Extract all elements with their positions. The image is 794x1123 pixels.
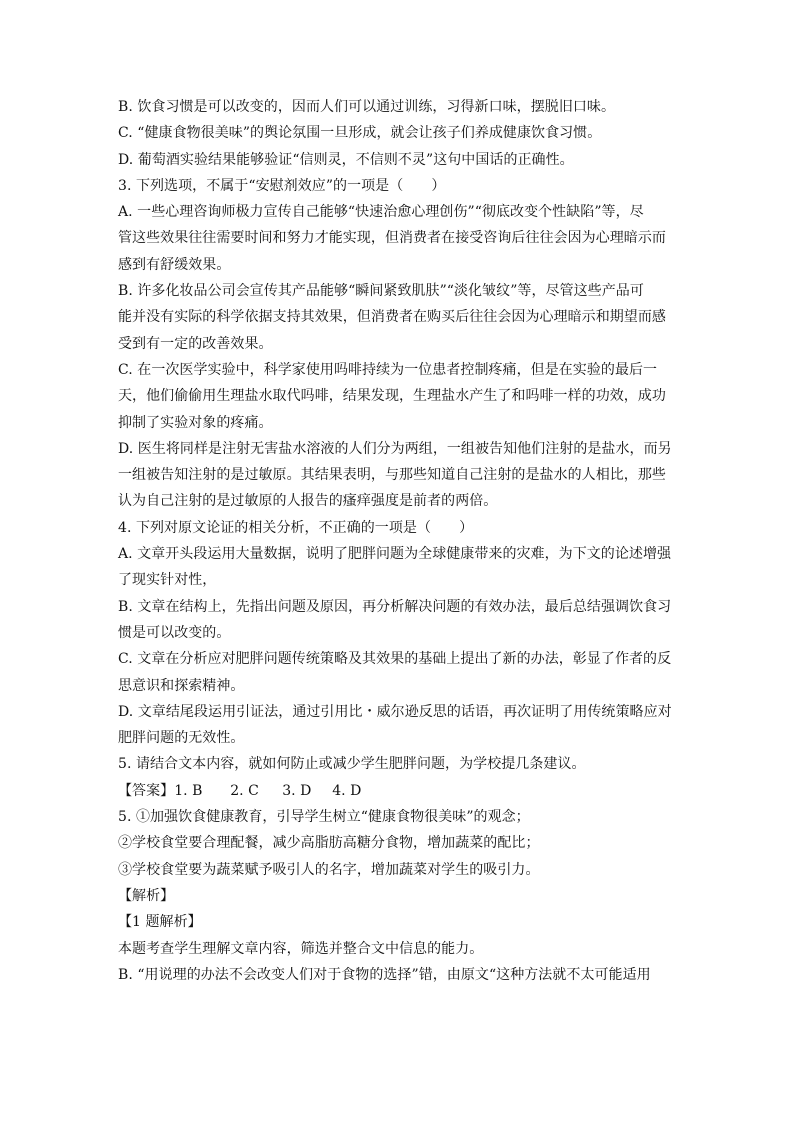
q5-stem: 5. 请结合文本内容，就如何防止或减少学生肥胖问题，为学校提几条建议。 bbox=[118, 756, 586, 773]
q4-option-a bbox=[118, 541, 678, 594]
q4-option-c-line: C. 文章在分析应对肥胖问题传统策略及其效果的基础上提出了新的办法，彰显了作者的反 bbox=[118, 651, 672, 668]
answer-q5-point: 5. ①加强饮食健康教育，引导学生树立“健康食物很美味”的观念； bbox=[118, 809, 530, 826]
analysis-text: B. “用说理的办法不会改变人们对于食物的选择”错，由原文“这种方法就不太可能适用 bbox=[118, 966, 651, 983]
q4-option-b-line: 惯是可以改变的。 bbox=[118, 624, 231, 641]
q3-option-d-line: 一组被告知注射的是过敏原。其结果表明，与那些知道自己注射的是盐水的人相比，那些 bbox=[118, 467, 666, 484]
q4-stem: 4. 下列对原文论证的相关分析，不正确的一项是（ ） bbox=[118, 519, 474, 536]
analysis-label: 【解析】 bbox=[118, 887, 175, 904]
answer-line bbox=[118, 778, 678, 804]
q3-option-b-line: B. 许多化妆品公司会宣传其产品能够“瞬间紧致肌肤”“淡化皱纹”等，尽管这些产品可 bbox=[118, 283, 644, 300]
q3-option-a-line: 感到有舒缓效果。 bbox=[118, 256, 231, 273]
q3-option-c-line: 抑制了实验对象的疼痛。 bbox=[118, 414, 273, 431]
q3-option-b-line: 受到有一定的改善效果。 bbox=[118, 335, 273, 352]
q4-option-c bbox=[118, 646, 678, 699]
q3-option-c bbox=[118, 357, 678, 436]
answer-q5-point: ②学校食堂要合理配餐，减少高脂肪高糖分食物，增加蔬菜的配比； bbox=[118, 835, 540, 852]
analysis-sub-label: 【1 题解析】 bbox=[118, 914, 202, 931]
q4-option-a-line: 了现实针对性， bbox=[118, 572, 217, 589]
q3-option-b-line: 能并没有实际的科学依据支持其效果，但消费者在购买后往往会因为心理暗示和期望而感 bbox=[118, 309, 666, 326]
answer-q5-point: ③学校食堂要为蔬菜赋予吸引人的名字，增加蔬菜对学生的吸引力。 bbox=[118, 861, 540, 878]
q3-option-a-line: A. 一些心理咨询师极力宣传自己能够“快速治愈心理创伤”“彻底改变个性缺陷”等，尽 bbox=[118, 204, 644, 221]
q3-option-b bbox=[118, 278, 678, 357]
q4-option-d bbox=[118, 699, 678, 752]
q3-option-d-line: D. 医生将同样是注射无害盐水溶液的人们分为两组，一组被告知他们注射的是盐水，而另 bbox=[118, 440, 672, 457]
answer-item: 3. D bbox=[282, 782, 312, 799]
q2-option-d: D. 葡萄酒实验结果能够验证“信则灵，不信则不灵”这句中国话的正确性。 bbox=[118, 151, 574, 168]
analysis-text: 本题考查学生理解文章内容，筛选并整合文中信息的能力。 bbox=[118, 940, 484, 957]
q3-option-c-line: 天，他们偷偷用生理盐水取代吗啡，结果发现，生理盐水产生了和吗啡一样的功效，成功 bbox=[118, 388, 666, 405]
q3-option-a-line: 管这些效果往往需要时间和努力才能实现，但消费者在接受咨询后往往会因为心理暗示而 bbox=[118, 230, 666, 247]
q2-option-b: B. 饮食习惯是可以改变的，因而人们可以通过训练，习得新口味，摆脱旧口味。 bbox=[118, 99, 616, 115]
answer-item: 2. C bbox=[230, 782, 259, 799]
answer-item: 4. D bbox=[332, 782, 362, 799]
q4-option-c-line: 思意识和探索精神。 bbox=[118, 677, 245, 694]
q3-stem: 3. 下列选项，不属于“安慰剂效应”的一项是（ ） bbox=[118, 177, 446, 194]
q4-option-d-line: 肥胖问题的无效性。 bbox=[118, 730, 245, 747]
q4-option-b bbox=[118, 594, 678, 647]
q3-option-d bbox=[118, 436, 678, 515]
q4-option-b-line: B. 文章在结构上，先指出问题及原因，再分析解决问题的有效办法，最后总结强调饮食习 bbox=[118, 598, 672, 615]
answer-label: 【答案】 bbox=[118, 782, 175, 799]
q3-option-d-line: 认为自己注射的是过敏原的人报告的瘙痒强度是前者的两倍。 bbox=[118, 493, 498, 510]
q3-option-c-line: C. 在一次医学实验中，科学家使用吗啡持续为一位患者控制疼痛，但是在实验的最后一 bbox=[118, 361, 658, 378]
q2-option-c: C. “健康食物很美味”的舆论氛围一旦形成，就会让孩子们养成健康饮食习惯。 bbox=[118, 125, 602, 142]
q4-option-d-line: D. 文章结尾段运用引证法，通过引用比・威尔逊反思的话语，再次证明了用传统策略应对 bbox=[118, 703, 672, 720]
q3-option-a bbox=[118, 199, 678, 278]
document-body bbox=[118, 94, 678, 988]
q4-option-a-line: A. 文章开头段运用大量数据，说明了肥胖问题为全球健康带来的灾难，为下文的论述增强 bbox=[118, 546, 672, 563]
answer-item: 1. B bbox=[174, 782, 203, 799]
